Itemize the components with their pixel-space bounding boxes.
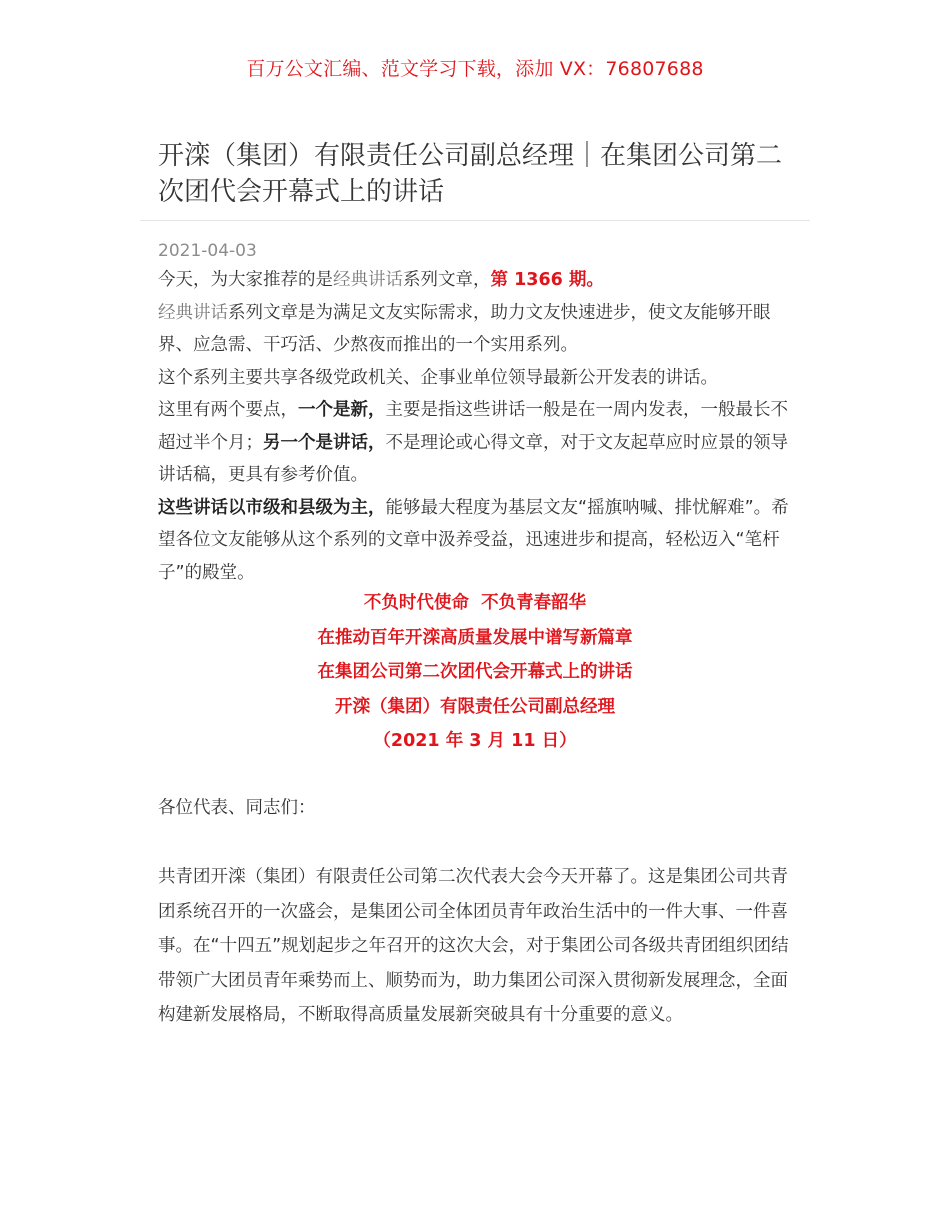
intro-paragraph-2 — [158, 297, 794, 362]
key-point-speech: 另一个是讲话， — [263, 432, 386, 453]
intro-section — [158, 264, 794, 589]
intro-text: 主要是指这些讲话一般是在一周内发表，一般最长不超过半个月； — [158, 400, 788, 453]
speech-subheadline: 在推动百年开滦高质量发展中谱写新篇章 — [317, 627, 633, 648]
speech-headline: 不负时代使命 不负青春韶华 — [363, 593, 587, 613]
speech-header — [0, 586, 950, 759]
intro-paragraph-3: 这个系列主要共享各级党政机关、企事业单位领导最新公开发表的讲话。 — [158, 367, 718, 388]
series-name: 经典讲话 — [158, 302, 228, 323]
publish-date: 2021-04-03 — [158, 241, 257, 261]
issue-number: 第 1366 期。 — [490, 270, 604, 290]
intro-paragraph-4 — [158, 394, 794, 492]
intro-text: 这里有两个要点， — [158, 400, 298, 420]
speech-occasion: 在集团公司第二次团代会开幕式上的讲话 — [317, 662, 633, 682]
title-divider — [140, 220, 810, 221]
key-point-new: 一个是新， — [298, 400, 386, 420]
speaker-title: 开滦（集团）有限责任公司副总经理 — [335, 696, 615, 717]
intro-text: 今天，为大家推荐的是 — [158, 270, 333, 290]
promo-banner: 百万公文汇编、范文学习下载，添加 VX：76807688 — [246, 58, 704, 80]
series-name: 经典讲话 — [333, 270, 403, 290]
article-title: 开滦（集团）有限责任公司副总经理｜在集团公司第二次团代会开幕式上的讲话 — [158, 141, 783, 207]
intro-text: 不是理论或心得文章，对于文友起草应时应景的领导讲话稿，更具有参考价值。 — [158, 432, 788, 485]
intro-paragraph-5 — [158, 492, 794, 590]
intro-paragraph-1 — [158, 264, 794, 297]
intro-text: 能够最大程度为基层文友“摇旗呐喊、排忧解难”。希望各位文友能够从这个系列的文章中汲养受益，迅速进步和提高，轻松迈入“笔杆子”的殿堂。 — [158, 497, 789, 583]
key-point-level: 这些讲话以市级和县级为主， — [158, 497, 386, 518]
speech-greeting: 各位代表、同志们： — [158, 798, 316, 818]
intro-text: 系列文章是为满足文友实际需求，助力文友快速进步，使文友能够开眼界、应急需、干巧活、少熬夜而推出的一个实用系列。 — [158, 302, 771, 355]
speech-date: （2021 年 3 月 11 日） — [373, 731, 577, 751]
intro-text: 系列文章， — [403, 270, 491, 290]
speech-paragraph: 共青团开滦（集团）有限责任公司第二次代表大会今天开幕了。这是集团公司共青团系统召开的一次盛会，是集团公司全体团员青年政治生活中的一件大事、一件喜事。在“十四五”规划起步之年召开的这次大会，对于集团公司各级共青团组织团结带领广大团员青年乘势而上、顺势而为，助力集团公司深入贯彻新发展理念，全面构建新发展格局，不断取得高质量发展新突破具有十分重要的意义。 — [158, 867, 789, 1025]
